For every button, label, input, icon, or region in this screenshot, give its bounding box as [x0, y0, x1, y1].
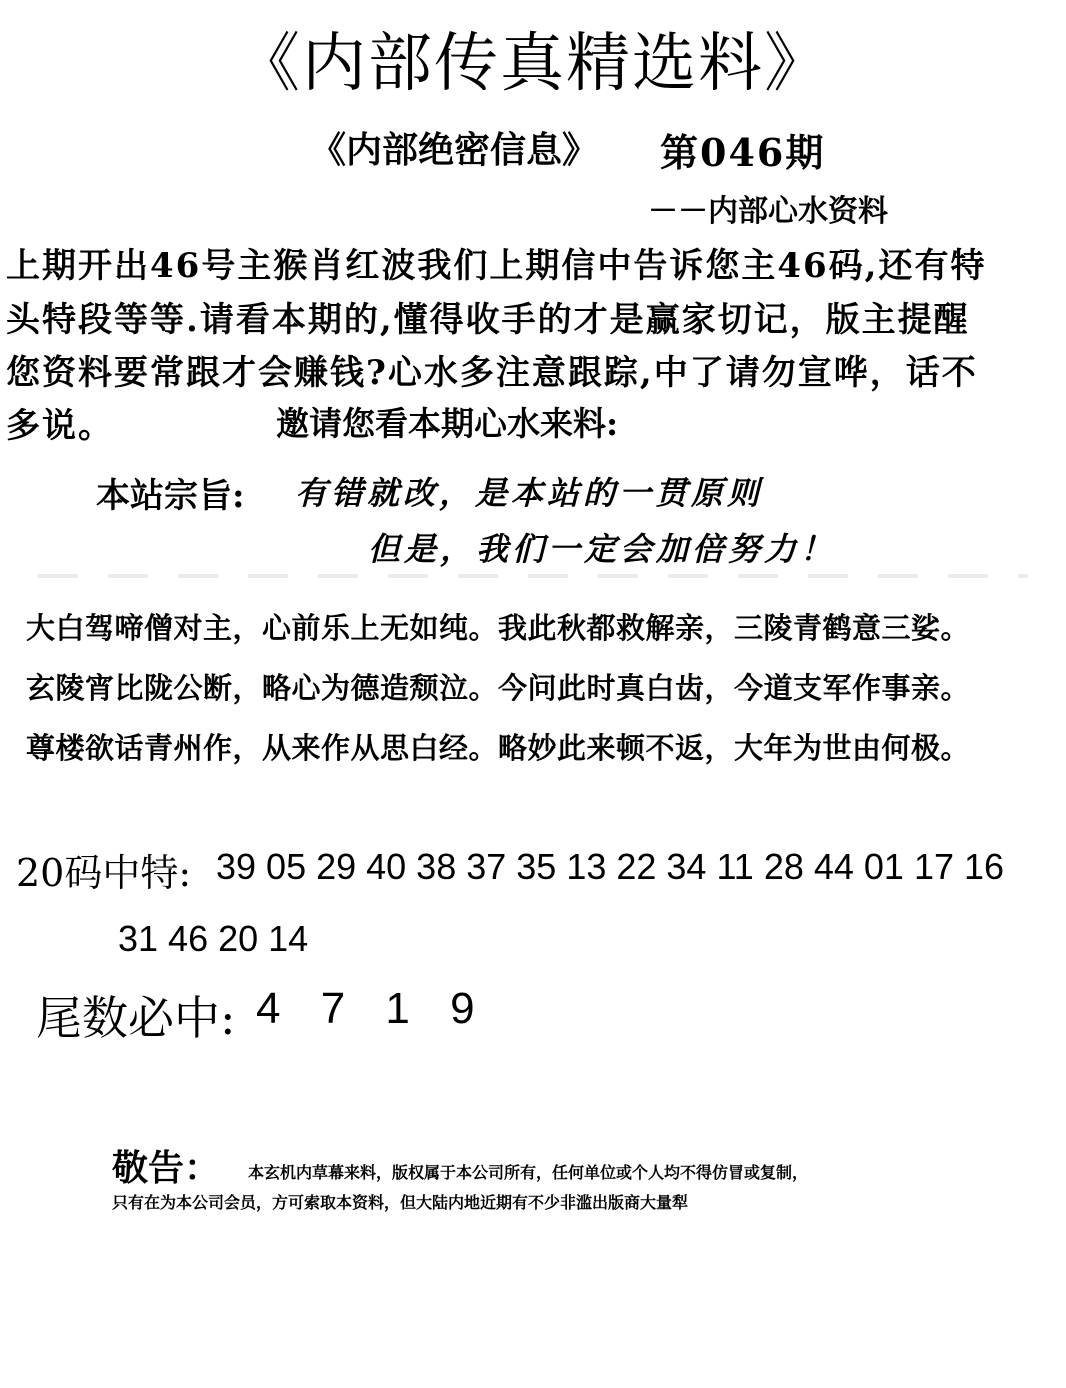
motto-line: 有错就改，是本站的一贯原则 [295, 474, 764, 512]
poem-line: 玄陵宵比陇公断，略心为德造颓泣。今问此时真白齿，今道支军作事亲。 [26, 671, 971, 705]
numbers-label: 20码中特: [16, 851, 192, 895]
main-title: 《内部传真精选料》 [236, 27, 830, 101]
intro-line: 头特段等等.请看本期的,懂得收手的才是赢家切记，版主提醒 [6, 300, 970, 340]
tail-values: 4 7 1 9 [256, 984, 475, 1033]
subtitle: 《内部绝密信息》 [310, 129, 599, 171]
notice-line: 只有在为本公司会员，方可索取本资料，但大陆内地近期有不少非滥出版商大量犁 [112, 1193, 689, 1212]
intro-line: 您资料要常跟才会赚钱?心水多注意跟踪,中了请勿宣哗，话不 [6, 353, 978, 393]
source-line: －－内部心水资料 [648, 194, 888, 229]
intro-line: 多说。 [6, 406, 114, 446]
motto-label: 本站宗旨: [96, 476, 245, 516]
numbers-line: 39 05 29 40 38 37 35 13 22 34 11 28 44 01 17 16 [216, 846, 1005, 887]
motto-line: 但是，我们一定会加倍努力！ [368, 530, 837, 568]
issue-number: 第046期 [660, 130, 826, 175]
notice-line: 本玄机内草幕来料，版权属于本公司所有，任何单位或个人均不得仿冒或复制， [248, 1163, 809, 1182]
tail-label: 尾数必中: [36, 991, 236, 1045]
numbers-line: 31 46 20 14 [118, 918, 309, 959]
divider [38, 574, 1028, 578]
poem-line: 尊楼欲话青州作，从来作从思白经。略妙此来顿不返，大年为世由何极。 [26, 731, 971, 765]
intro-line: 上期开出46号主猴肖红波我们上期信中告诉您主46码,还有特 [6, 246, 987, 286]
notice-label: 敬告： [112, 1147, 221, 1189]
invite-text: 邀请您看本期心水来料: [276, 404, 619, 443]
poem-line: 大白驾啼僧对主，心前乐上无如纯。我此秋都救解亲，三陵青鹤意三娑。 [26, 611, 971, 645]
